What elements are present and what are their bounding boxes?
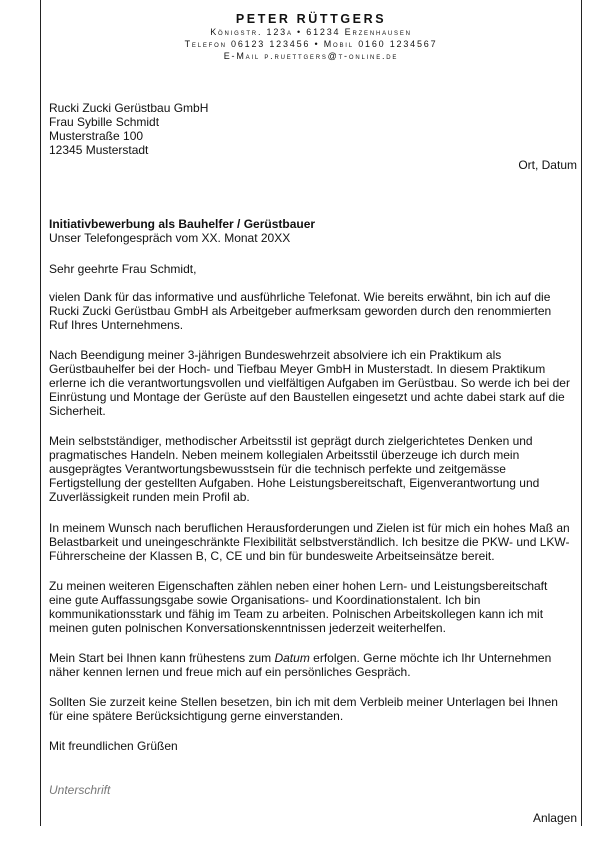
recipient-city: 12345 Musterstadt — [49, 143, 149, 157]
sender-phone: Telefon 06123 123456 • Mobil 0160 1234567 — [184, 39, 438, 49]
signature-placeholder: Unterschrift — [49, 783, 111, 797]
sender-name: PETER RÜTTGERS — [235, 12, 387, 26]
enclosure-note: Anlagen — [532, 811, 577, 825]
subject-block — [49, 217, 315, 245]
subject-reference: Unser Telefongespräch vom XX. Monat 20XX — [49, 231, 291, 245]
body-paragraph: Nach Beendigung meiner 3-jährigen Bundeswehrzeit absolviere ich ein Praktikum als Gerüstbauhelfer bei der Hoch- und Tiefbau Meyer GmbH in Musterstadt. In diesem Praktikum erlerne ich die verantwortungsvollen und vielfältigen Aufgaben im Gerüstbau. So werde ich bei der Einrüstung und Montage der Gerüste auf den Baustellen eingesetzt und achte dabei stark auf die Sicherheit. — [49, 348, 570, 418]
place-date: Ort, Datum — [518, 158, 577, 172]
body-paragraph: Zu meinen weiteren Eigenschaften zählen neben einer hohen Lern- und Leistungsbereitschaft eine gute Auffassungsgabe sowie Organisations- und Koordinationstalent. Ich bin kommunikationsstark und fähig im Team zu arbeiten. Polnischen Arbeitskollegen kann ich mit meinen guten polnischen Konversationskenntnissen jederzeit weiterhelfen. — [49, 579, 548, 635]
body-paragraph: Sollten Sie zurzeit keine Stellen besetzen, bin ich mit dem Verbleib meiner Unterlagen bei Ihnen für eine spätere Berücksichtigung gerne einverstanden. — [49, 695, 558, 723]
subject-title: Initiativbewerbung als Bauhelfer / Gerüstbauer — [49, 217, 316, 231]
recipient-address — [49, 101, 208, 157]
recipient-street: Musterstraße 100 — [49, 129, 144, 143]
start-text: Mein Start bei Ihnen kann frühestens zum — [49, 651, 275, 665]
sender-email: E-Mail p.ruettgers@t-online.de — [223, 51, 399, 61]
letterhead — [41, 12, 581, 62]
sender-address: Königstr. 123a • 61234 Erzenhausen — [210, 27, 412, 37]
recipient-company: Rucki Zucki Gerüstbau GmbH — [49, 101, 209, 115]
salutation: Sehr geehrte Frau Schmidt, — [49, 262, 197, 276]
body-paragraph: vielen Dank für das informative und ausführliche Telefonat. Wie bereits erwähnt, bin ich auf die Rucki Zucki Gerüstbau GmbH als Arbeitgeber aufmerksam geworden durch den renommierten Ruf Ihres Unternehmens. — [49, 290, 552, 332]
start-text-rest: erfolgen. Gerne möchte ich Ihr Unternehmen näher kennen lernen und freue mich auf ein persönliches Gespräch. — [49, 651, 552, 679]
body-paragraph: Mein selbstständiger, methodischer Arbeitsstil ist geprägt durch zielgerichtetes Denken und pragmatisches Handeln. Neben meinem kollegialen Arbeitsstil überzeuge ich durch mein ausgeprägtes Verantwortungsbewusstsein für die technisch perfekte und zeitgemässe Fertigstellung der gestellten Aufgaben. Hohe Leistungsbereitschaft, Eigenverantwortung und Zuverlässigkeit runden mein Profil ab. — [49, 434, 540, 504]
closing: Mit freundlichen Grüßen — [49, 739, 178, 753]
start-date-placeholder: Datum — [274, 651, 310, 665]
body-paragraph — [49, 651, 572, 679]
letter-page — [40, 0, 582, 826]
body-paragraph: In meinem Wunsch nach beruflichen Herausforderungen und Zielen ist für mich ein hohes Maß an Belastbarkeit und uneingeschränkte Flexibilität selbstverständlich. Ich besitze die PKW- und LKW-Führerscheine der Klassen B, C, CE und bin für bundesweite Arbeitseinsätze bereit. — [49, 521, 570, 563]
recipient-contact: Frau Sybille Schmidt — [49, 115, 160, 129]
